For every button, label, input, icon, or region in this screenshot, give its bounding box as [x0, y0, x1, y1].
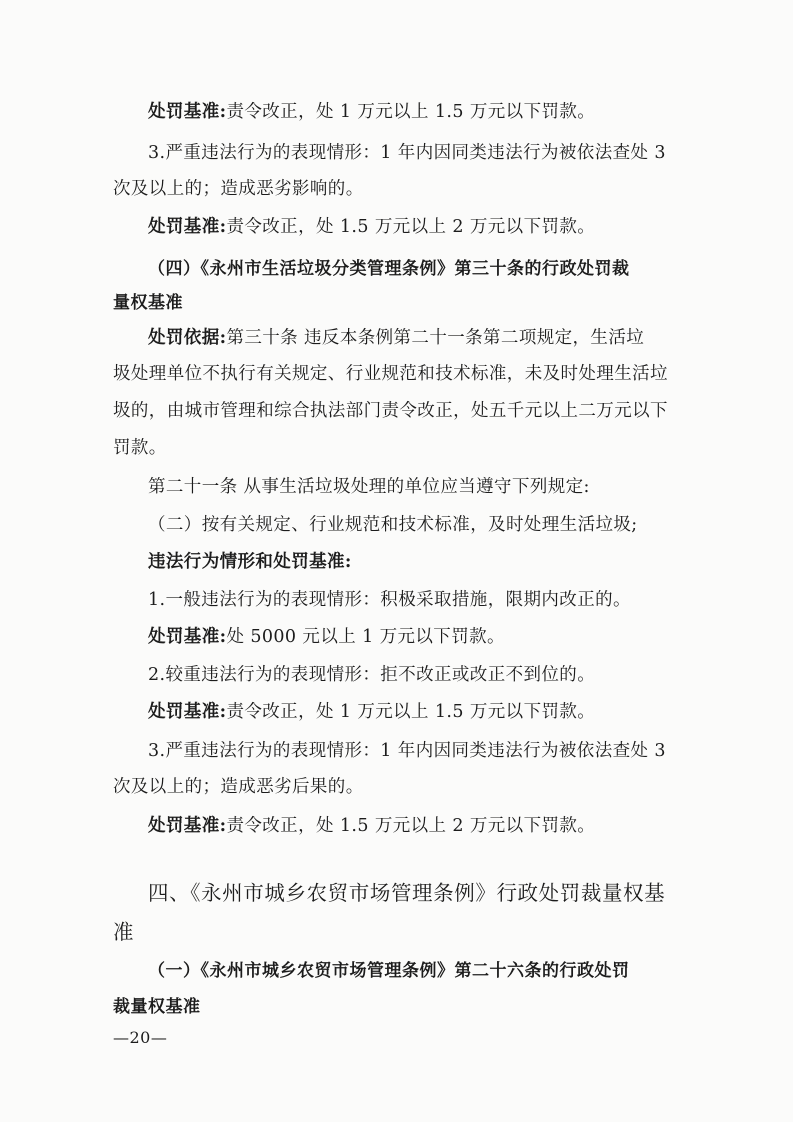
paragraph-line: 3.严重违法行为的表现情形：1 年内因同类违法行为被依法查处 3 [148, 741, 666, 761]
paragraph-line [148, 326, 644, 350]
bold-heading-line: 违法行为情形和处罚基准: [148, 552, 352, 572]
subsection-heading-cont: 量权基准 [113, 293, 183, 313]
subsection-heading: （四）《永州市生活垃圾分类管理条例》第三十条的行政处罚裁 [148, 259, 630, 279]
paragraph-line: 3.严重违法行为的表现情形：1 年内因同类违法行为被依法查处 3 [148, 143, 666, 163]
paragraph-line: 罚款。 [113, 438, 167, 458]
label-bold: 处罚基准: [148, 627, 227, 647]
line-text: 责令改正，处 1.5 万元以上 2 万元以下罚款。 [226, 816, 596, 836]
label-bold: 处罚基准: [148, 217, 227, 237]
section-heading: 四、《永州市城乡农贸市场管理条例》行政处罚裁量权基 [148, 881, 666, 905]
line-text: 责令改正，处 1 万元以上 1.5 万元以下罚款。 [226, 702, 596, 722]
paragraph-line: 圾处理单位不执行有关规定、行业规范和技术标准，未及时处理生活垃 [113, 364, 668, 384]
paragraph-line: 第二十一条 从事生活垃圾处理的单位应当遵守下列规定: [148, 477, 590, 497]
label-bold: 处罚依据: [148, 328, 227, 348]
paragraph-line: （二）按有关规定、行业规范和技术标准，及时处理生活垃圾; [148, 515, 638, 535]
label-bold: 处罚基准: [148, 816, 227, 836]
paragraph-line [148, 100, 595, 124]
paragraph-line: 次及以上的；造成恶劣影响的。 [113, 179, 364, 199]
label-bold: 处罚基准: [148, 102, 227, 122]
line-text: 第三十条 违反本条例第二十一条第二项规定，生活垃 [226, 328, 645, 348]
line-text: 责令改正，处 1 万元以上 1.5 万元以下罚款。 [226, 102, 596, 122]
paragraph-line: 2.较重违法行为的表现情形：拒不改正或改正不到位的。 [148, 665, 596, 685]
subsection-heading-cont: 裁量权基准 [113, 997, 201, 1017]
paragraph-line [148, 700, 595, 724]
paragraph-line: 1.一般违法行为的表现情形：积极采取措施，限期内改正的。 [148, 590, 631, 610]
line-text: 处 5000 元以上 1 万元以下罚款。 [226, 627, 505, 647]
section-heading-cont: 准 [113, 920, 135, 944]
page-number: —20— [113, 1028, 168, 1047]
paragraph-line: 次及以上的；造成恶劣后果的。 [113, 777, 364, 797]
line-text: 责令改正，处 1.5 万元以上 2 万元以下罚款。 [226, 217, 596, 237]
paragraph-line [148, 814, 595, 838]
subsection-heading: （一）《永州市城乡农贸市场管理条例》第二十六条的行政处罚 [148, 961, 630, 981]
paragraph-line: 圾的，由城市管理和综合执法部门责令改正，处五千元以上二万元以下 [113, 401, 668, 421]
paragraph-line [148, 625, 505, 649]
paragraph-line [148, 215, 595, 239]
label-bold: 处罚基准: [148, 702, 227, 722]
